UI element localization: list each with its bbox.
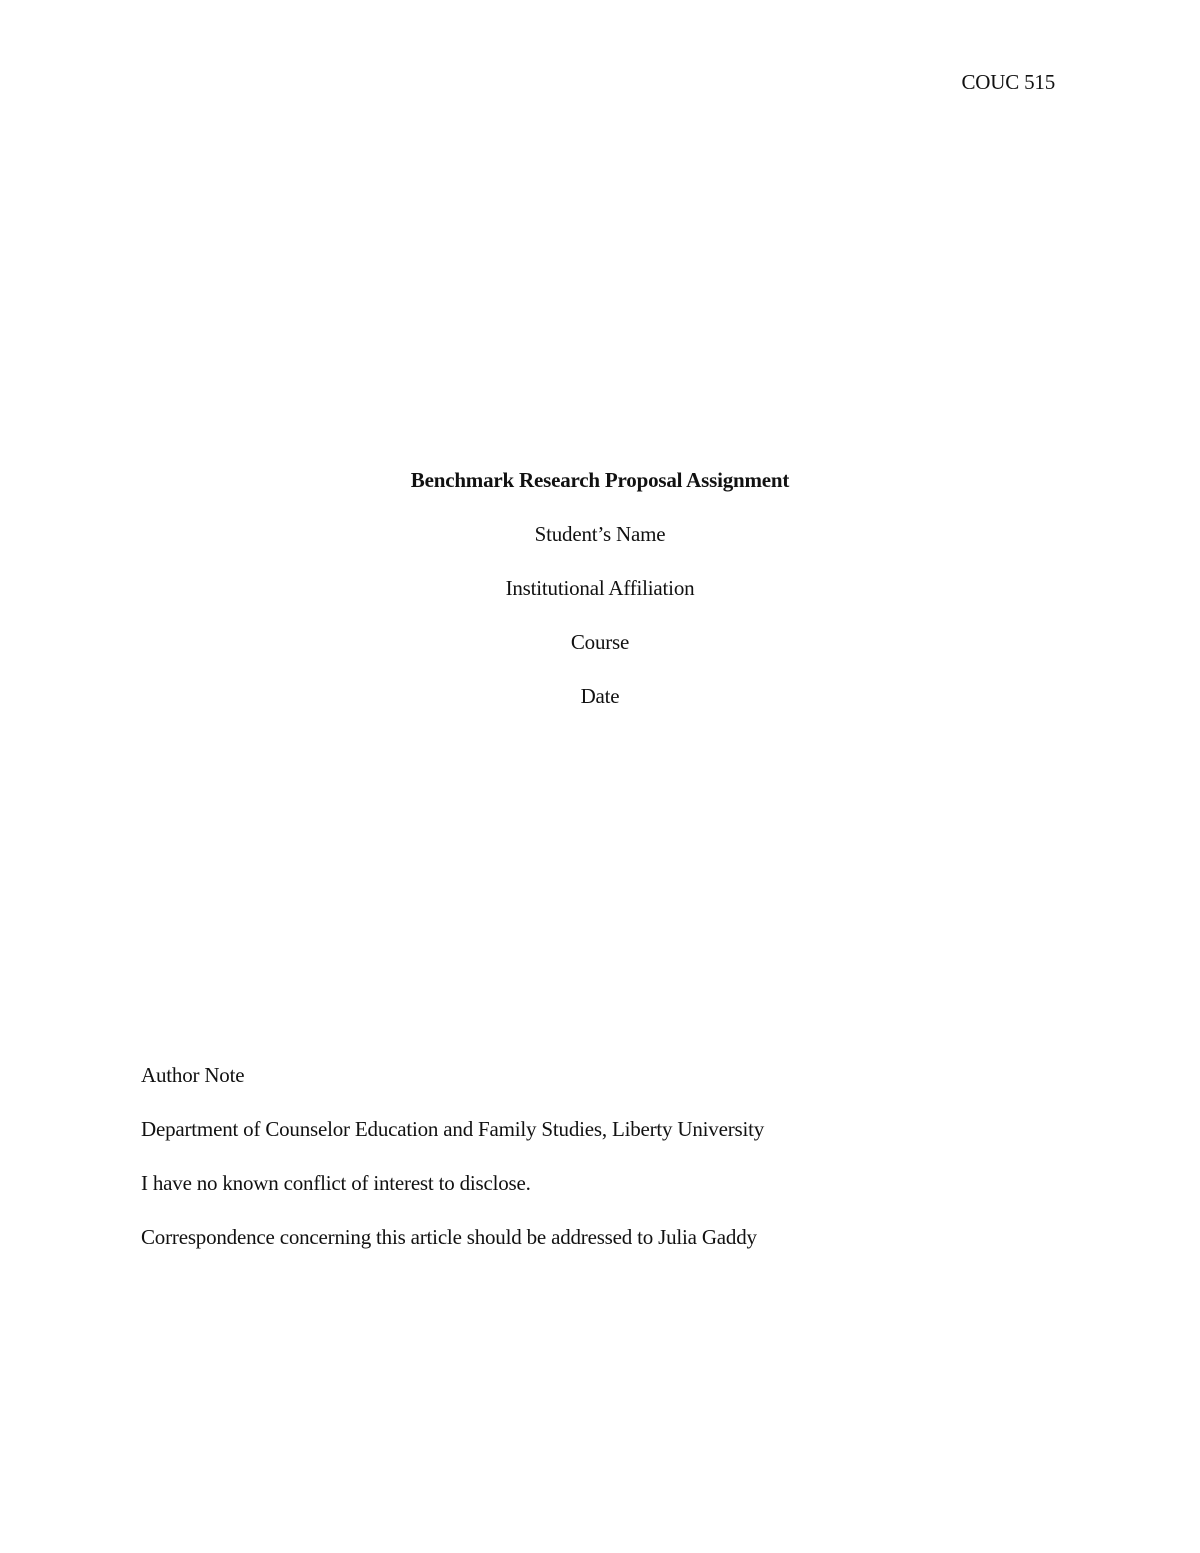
- student-name: Student’s Name: [534, 522, 666, 546]
- author-note-correspondence: Correspondence concerning this article should be addressed to Julia Gaddy: [141, 1225, 757, 1249]
- course-name: Course: [570, 630, 630, 654]
- author-note: [141, 1061, 1041, 1277]
- author-note-heading: Author Note: [141, 1063, 245, 1087]
- submission-date: Date: [580, 684, 620, 708]
- title-block: [0, 466, 1200, 736]
- running-head: COUC 515: [961, 70, 1055, 94]
- author-note-department: Department of Counselor Education and Family Studies, Liberty University: [141, 1117, 765, 1141]
- institutional-affiliation: Institutional Affiliation: [505, 576, 695, 600]
- paper-title: Benchmark Research Proposal Assignment: [410, 468, 790, 492]
- author-note-conflict: I have no known conflict of interest to disclose.: [141, 1171, 531, 1195]
